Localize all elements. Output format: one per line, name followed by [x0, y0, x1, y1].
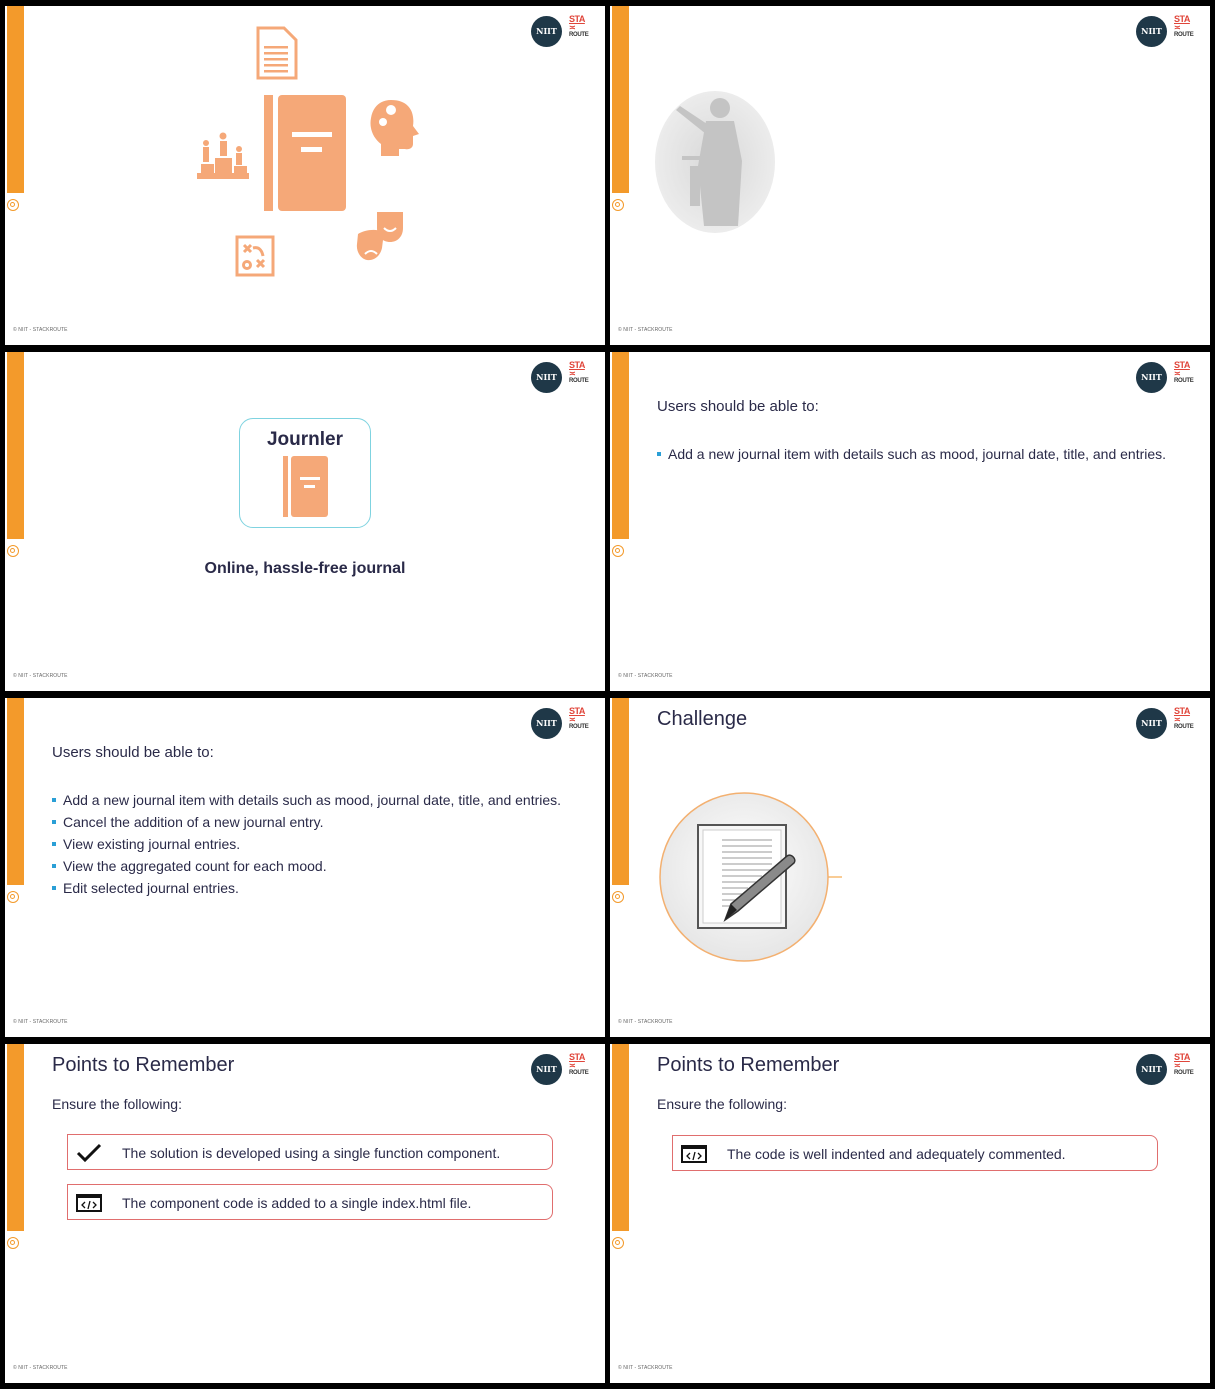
- slide-2[interactable]: [610, 6, 1210, 345]
- footer-copyright: © NIIT - STACKROUTE: [618, 673, 673, 679]
- journal-icon: [264, 95, 346, 211]
- code-icon: [76, 1193, 102, 1213]
- remember-text: The component code is added to a single index.html file.: [122, 1195, 472, 1211]
- niit-logo: NIIT: [1136, 16, 1167, 47]
- stackroute-logo: STA ≍ ROUTE: [569, 1052, 589, 1076]
- stackroute-logo: STA ≍ ROUTE: [1174, 14, 1194, 38]
- niit-logo: NIIT: [531, 708, 562, 739]
- logo: [1136, 1052, 1198, 1086]
- niit-logo: NIIT: [1136, 1054, 1167, 1085]
- slide-8[interactable]: [610, 1044, 1210, 1383]
- ring-icon: [7, 1237, 19, 1249]
- journal-illustration: [5, 6, 605, 345]
- requirement-list: [657, 446, 1167, 468]
- remember-item: [672, 1135, 1158, 1171]
- logo: [531, 360, 593, 394]
- slide-6[interactable]: [610, 698, 1210, 1037]
- accent-bar: [612, 1044, 629, 1231]
- footer-copyright: © NIIT - STACKROUTE: [13, 1019, 68, 1025]
- logo: [531, 1052, 593, 1086]
- list-item: Edit selected journal entries.: [52, 880, 562, 896]
- accent-bar: [7, 698, 24, 885]
- slide-3[interactable]: [5, 352, 605, 691]
- slide-subtitle: Ensure the following:: [52, 1096, 182, 1112]
- accent-bar: [7, 352, 24, 539]
- footer-copyright: © NIIT - STACKROUTE: [618, 1019, 673, 1025]
- remember-item: [67, 1134, 553, 1170]
- list-item: Cancel the addition of a new journal entry.: [52, 814, 562, 830]
- logo: [1136, 360, 1198, 394]
- footer-copyright: © NIIT - STACKROUTE: [13, 1365, 68, 1371]
- stackroute-logo: STA ≍ ROUTE: [569, 360, 589, 384]
- accent-bar: [7, 1044, 24, 1231]
- list-item: Add a new journal item with details such as mood, journal date, title, and entries.: [657, 446, 1167, 462]
- remember-text: The solution is developed using a single function component.: [122, 1145, 501, 1161]
- ring-icon: [7, 891, 19, 903]
- list-item: Add a new journal item with details such as mood, journal date, title, and entries.: [52, 792, 562, 808]
- niit-logo: NIIT: [531, 362, 562, 393]
- accent-bar: [612, 352, 629, 539]
- remember-text: The code is well indented and adequately commented.: [727, 1146, 1066, 1162]
- stackroute-logo: STA ≍ ROUTE: [1174, 706, 1194, 730]
- head-gears-icon: [370, 100, 419, 156]
- ring-icon: [612, 1237, 624, 1249]
- slide-4[interactable]: [610, 352, 1210, 691]
- strategy-board-icon: [237, 237, 273, 275]
- stackroute-logo: STA ≍ ROUTE: [1174, 1052, 1194, 1076]
- slide-title: Points to Remember: [657, 1054, 840, 1076]
- niit-logo: NIIT: [531, 1054, 562, 1085]
- footer-copyright: © NIIT - STACKROUTE: [13, 327, 68, 333]
- slide-title: Challenge: [657, 708, 748, 730]
- slide-subtitle: Users should be able to:: [52, 744, 214, 761]
- niit-logo: NIIT: [531, 16, 562, 47]
- slide-1[interactable]: [5, 6, 605, 345]
- pencil-document-icon: [610, 698, 1210, 1037]
- slide-title: Points to Remember: [52, 1054, 235, 1076]
- slide-7[interactable]: [5, 1044, 605, 1383]
- requirement-list: [52, 792, 562, 902]
- stackroute-logo: STA ≍ ROUTE: [569, 14, 589, 38]
- podium-icon: [197, 133, 249, 180]
- footer-copyright: © NIIT - STACKROUTE: [618, 327, 673, 333]
- code-icon: [681, 1144, 707, 1164]
- theater-masks-icon: [357, 212, 403, 260]
- app-card: [239, 418, 371, 528]
- list-item: View the aggregated count for each mood.: [52, 858, 562, 874]
- ring-icon: [7, 545, 19, 557]
- list-item: View existing journal entries.: [52, 836, 562, 852]
- logo: [531, 706, 593, 740]
- slide-subtitle: Ensure the following:: [657, 1096, 787, 1112]
- stackroute-logo: STA ≍ ROUTE: [569, 706, 589, 730]
- document-icon: [258, 28, 296, 78]
- scientist-photo: [610, 6, 1210, 345]
- footer-copyright: © NIIT - STACKROUTE: [13, 673, 68, 679]
- journal-icon: [240, 419, 372, 529]
- app-tagline: Online, hassle-free journal: [204, 560, 406, 577]
- slide-5[interactable]: [5, 698, 605, 1037]
- stackroute-logo: STA ≍ ROUTE: [1174, 360, 1194, 384]
- checkmark-icon: [76, 1143, 102, 1163]
- ring-icon: [612, 545, 624, 557]
- app-name: Journler: [266, 429, 344, 450]
- niit-logo: NIIT: [1136, 362, 1167, 393]
- footer-copyright: © NIIT - STACKROUTE: [618, 1365, 673, 1371]
- niit-logo: NIIT: [1136, 708, 1167, 739]
- slide-subtitle: Users should be able to:: [657, 398, 819, 415]
- remember-item: [67, 1184, 553, 1220]
